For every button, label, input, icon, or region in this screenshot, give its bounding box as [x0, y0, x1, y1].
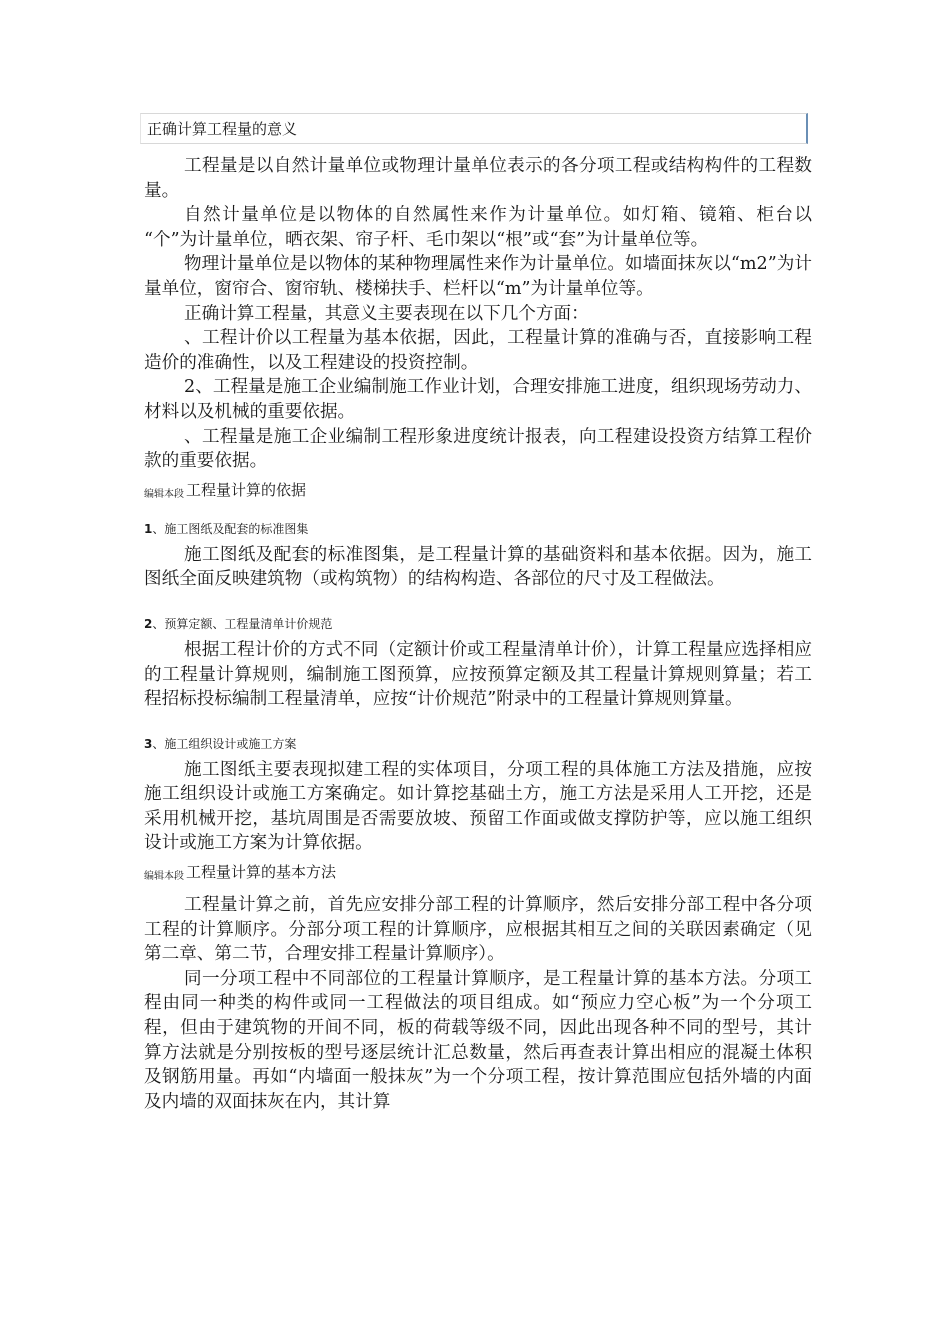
section-heading-method — [144, 862, 812, 887]
title-box — [140, 113, 808, 144]
intro-point-2: 2、工程量是施工企业编制施工作业计划，合理安排施工进度，组织现场劳动力、材料以及机械的重要依据。 — [144, 377, 812, 422]
section-heading-text: 工程量计算的依据 — [186, 480, 307, 499]
subsection-paragraph-2: 根据工程计价的方式不同（定额计价或工程量清单计价），计算工程量应选择相应的工程量计算规则，编制施工图预算，应按预算定额及其工程量计算规则算量；若工程招标投标编制工程量清单，应按“计价规范”附录中的工程量计算规则算量。 — [144, 639, 812, 710]
subheading-1: 1、施工图纸及配套的标准图集 — [144, 521, 309, 536]
intro-point-1: 、工程计价以工程量为基本依据，因此，工程量计算的准确与否，直接影响工程造价的准确性，以及工程建设的投资控制。 — [144, 328, 812, 373]
edit-section-link[interactable]: 编辑本段 — [144, 488, 184, 500]
section-heading-basis — [144, 480, 812, 505]
intro-paragraph-2: 自然计量单位是以物体的自然属性来作为计量单位。如灯箱、镜箱、柜台以 “个”为计量单位，晒衣架、帘子杆、毛巾架以“根”或“套”为计量单位等。 — [144, 205, 812, 250]
subheading-2: 2、预算定额、工程量清单计价规范 — [144, 616, 333, 631]
subheading-3: 3、施工组织设计或施工方案 — [144, 736, 297, 751]
method-paragraph-2: 同一分项工程中不同部位的工程量计算顺序，是工程量计算的基本方法。分项工程由同一种类的构件或同一工程做法的项目组成。如“预应力空心板”为一个分项工程，但由于建筑物的开间不同，板的荷载等级不同，因此出现各种不同的型号，其计算方法就是分别按板的型号逐层统计汇总数量，然后再查表计算出相应的混凝土体积及钢筋用量。再如“内墙面一般抹灰”为一个分项工程，按计算范围应包括外墙的内面及内墙的双面抹灰在内，其计算 — [144, 968, 812, 1112]
subsection-paragraph-3: 施工图纸主要表现拟建工程的实体项目，分项工程的具体施工方法及措施，应按施工组织设计或施工方案确定。如计算挖基础土方，施工方法是采用人工开挖，还是采用机械开挖，基坑周围是否需要放坡、预留工作面或做支撑防护等，应以施工组织设计或施工方案为计算依据。 — [144, 759, 812, 854]
intro-paragraph-1: 工程量是以自然计量单位或物理计量单位表示的各分项工程或结构构件的工程数量。 — [144, 156, 812, 201]
method-paragraph-1: 工程量计算之前，首先应安排分部工程的计算顺序，然后安排分部工程中各分项工程的计算顺序。分部分项工程的计算顺序，应根据其相互之间的关联因素确定（见第二章、第二节，合理安排工程量计算顺序）。 — [144, 895, 812, 965]
intro-paragraph-4: 正确计算工程量，其意义主要表现在以下几个方面： — [184, 303, 589, 324]
subsection-paragraph-1: 施工图纸及配套的标准图集，是工程量计算的基础资料和基本依据。因为，施工图纸全面反映建筑物（或构筑物）的结构构造、各部位的尺寸及工程做法。 — [144, 544, 812, 590]
edit-section-link[interactable]: 编辑本段 — [144, 871, 184, 883]
document-title: 正确计算工程量的意义 — [147, 120, 298, 138]
intro-point-3: 、工程量是施工企业编制工程形象进度统计报表，向工程建设投资方结算工程价款的重要依据。 — [144, 426, 812, 472]
document-body — [144, 154, 812, 1114]
intro-paragraph-3: 物理计量单位是以物体的某种物理属性来作为计量单位。如墙面抹灰以“m2”为计量单位，窗帘合、窗帘轨、楼梯扶手、栏杆以“m”为计量单位等。 — [144, 254, 812, 299]
section-heading-text: 工程量计算的基本方法 — [186, 863, 337, 882]
